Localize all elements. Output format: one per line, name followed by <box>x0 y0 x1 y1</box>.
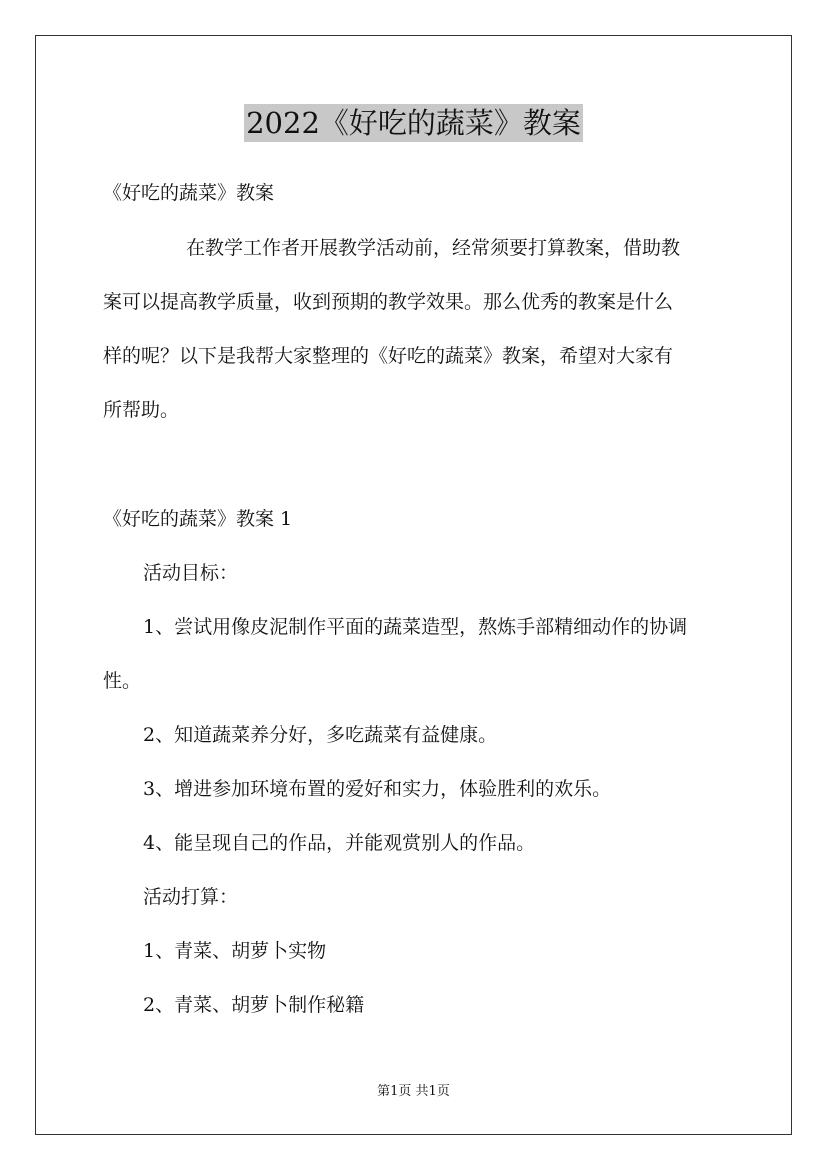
intro-line-1: 在教学工作者开展教学活动前，经常须要打算教案，借助教 <box>186 237 681 259</box>
prep-item-1: 1、青菜、胡萝卜实物 <box>143 940 327 962</box>
intro-line-4: 所帮助。 <box>103 399 180 421</box>
title-wrap <box>0 104 827 142</box>
prep-item-2: 2、青菜、胡萝卜制作秘籍 <box>143 994 365 1016</box>
goals-heading: 活动目标： <box>143 562 239 584</box>
page-footer: 第1页 共1页 <box>377 1084 450 1099</box>
goal-item-1: 1、尝试用像皮泥制作平面的蔬菜造型，熬炼手部精细动作的协调 <box>143 616 688 638</box>
goal-item-1-continued: 性。 <box>103 670 142 692</box>
goal-item-2: 2、知道蔬菜养分好，多吃蔬菜有益健康。 <box>143 724 498 746</box>
document-subtitle: 《好吃的蔬菜》教案 <box>103 182 275 204</box>
document-title: 2022《好吃的蔬菜》教案 <box>246 106 581 140</box>
intro-line-3: 样的呢？以下是我帮大家整理的《好吃的蔬菜》教案，希望对大家有 <box>103 345 674 367</box>
section-heading: 《好吃的蔬菜》教案 1 <box>103 508 293 530</box>
goal-item-4: 4、能呈现自己的作品，并能观赏别人的作品。 <box>143 832 536 854</box>
intro-line-2: 案可以提高教学质量，收到预期的教学效果。那么优秀的教案是什么 <box>103 291 674 313</box>
goal-item-3: 3、增进参加环境布置的爱好和实力，体验胜利的欢乐。 <box>143 778 612 800</box>
prep-heading: 活动打算： <box>143 886 239 908</box>
